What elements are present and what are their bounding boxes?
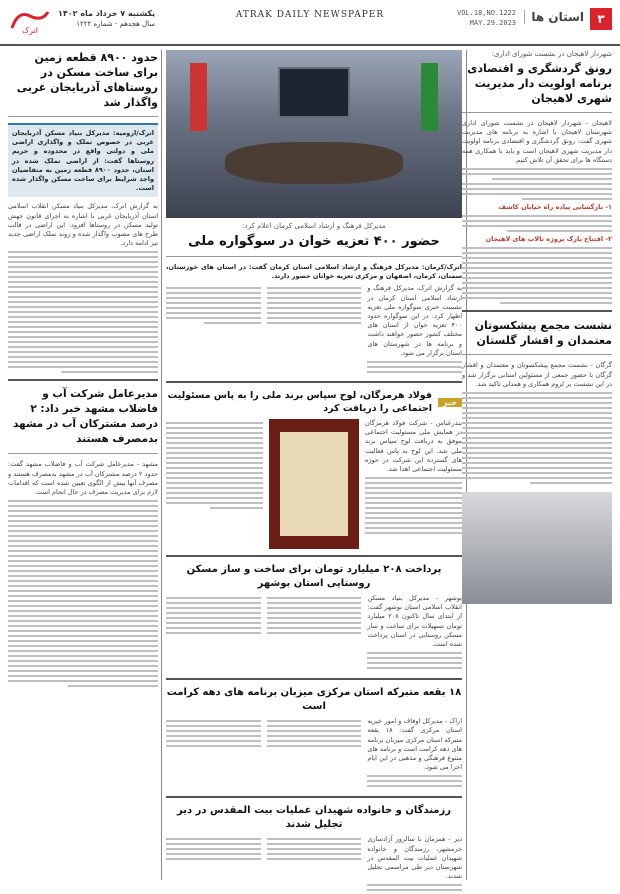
mashhad-headline: مدیرعامل شرکت آب و فاضلاب مشهد خبر داد: ۲ درصد مشترکان آب در مشهد بدمصرف هستند (12, 388, 158, 446)
page-header (0, 0, 620, 46)
taziye-headline: حضور ۴۰۰ تعزیه خوان در سوگواره ملی (188, 234, 440, 249)
middle-column (166, 50, 462, 894)
taziye-kicker: مدیرکل فرهنگ و ارشاد اسلامی کرمان اعلام کرد: (242, 222, 386, 230)
meeting-table (225, 142, 403, 184)
golestan-body: گرگان - نشست مجمع پیشکسوتان و معتمدان و اقشار گرگان با حضور جمعی از مسئولین استانی برگزار شد و در این نشست بر لزوم همکاری و همدلی تاکید شد. (462, 361, 612, 388)
presentation-screen (278, 67, 349, 118)
lahijan-bullet-1: ۱- بازگشایی پیاده راه خیابان کاشف (498, 203, 612, 212)
column-rule-left (161, 50, 162, 880)
certificate-image (269, 419, 359, 549)
meeting-photo (166, 50, 462, 218)
issue-info: سال هجدهم - شماره ۱۲۲۲ (76, 20, 156, 28)
steel-header (166, 389, 462, 415)
steel-headline: فولاد هرمزگان، لوح سپاس برند ملی را به پاس مسئولیت اجتماعی را دریافت کرد (167, 390, 432, 415)
deyr-body-row (166, 835, 462, 894)
azarbaijan-body: به گزارش اترک، مدیرکل بنیاد مسکن انقلاب اسلامی استان آذربایجان غربی با اشاره به اجرای قانون جهش تولید مسکن در روستاها افزود: این اراضی در قالب طرح های مصوب واگذار شده و روند تملک اراضی جدید نیز ادامه دارد. (8, 202, 158, 248)
atrak-logo (8, 6, 52, 36)
deyr-body: دیر - همزمان با سالروز آزادسازی خرمشهر، رزمندگان و خانواده شهیدان عملیات بیت المقدس در شهرستان دیر طی مراسمی تجلیل شدند. (367, 835, 462, 881)
logo-text: اترک (21, 26, 39, 35)
lahijan-bullet-2: ۲- افتتاح پارک پروژه تالاب های لاهیجان (485, 235, 612, 244)
lahijan-kicker: شهردار لاهیجان در نشست شورای اداری: (491, 50, 612, 58)
markazi-body-row (166, 717, 462, 790)
persian-date: یکشنبه ۷ خرداد ماه ۱۴۰۲ (58, 9, 156, 18)
taziye-body-columns (166, 284, 462, 376)
volume-number: VOL.18,NO.1222 (456, 9, 516, 17)
azarbaijan-headline: حدود ۸۹۰۰ قطعه زمین برای ساخت مسکن در روستاهای آذربایجان غربی واگذار شد (16, 51, 158, 109)
deyr-headline: رزمندگان و خانواده شهیدان عملیات بیت المقدس در دیر تجلیل شدند (176, 805, 452, 831)
section-title: استان ها (524, 10, 584, 24)
steel-body: بندرعباس - شرکت فولاد هرمزگان در همایش ملی مسئولیت اجتماعی موفق به دریافت لوح سپاس برند ملی شد. این لوح به پاس فعالیت های گسترده این شرکت در حوزه مسئولیت اجتماعی اهدا شد. (365, 419, 462, 474)
lahijan-text-lines (462, 168, 612, 200)
bushehr-headline: پرداخت ۲۰۸ میلیارد تومان برای ساخت و ساز مسکن روستایی استان بوشهر (186, 564, 442, 590)
portrait-photo (462, 492, 612, 604)
english-date: MAY.29.2023 (469, 19, 516, 27)
lahijan-body: لاهیجان - شهردار لاهیجان در نشست شورای اداری شهرستان لاهیجان با اشاره به برنامه های مدیریت شهری گفت: رونق گردشگری و اقتصادی برنامه اولویت دار مدیریت شهری لاهیجان است و باید با همکاری همه دستگاه ها برای تحقق آن تلاش کنیم. (462, 119, 612, 164)
right-column (462, 50, 612, 604)
steel-body-row (166, 419, 462, 549)
golestan-headline: نشست مجمع پیشکسوتان معتمدان و اقشار گلستان (474, 319, 612, 348)
flag-left (190, 63, 208, 130)
lahijan-headline: رونق گردشگری و اقتصادی برنامه اولویت دار مدیریت شهری لاهیجان (467, 62, 612, 105)
news-tag: خبر (438, 398, 462, 407)
markazi-headline: ۱۸ بقعه متبرکه استان مرکزی میزبان برنامه های دهه کرامت است (166, 687, 462, 713)
markazi-body: اراک - مدیرکل اوقاف و امور خیریه استان مرکزی گفت: ۱۸ بقعه متبرکه استان مرکزی میزبان برنامه های دهه کرامت است و برنامه های متنوع فرهنگی و مذهبی در این ایام اجرا می شود. (367, 717, 462, 772)
bushehr-body-row (166, 594, 462, 672)
flag-right (421, 63, 439, 130)
taziye-lead: اترک/کرمان: مدیرکل فرهنگ و ارشاد اسلامی استان کرمان گفت: در استان های خوزستان، سمنان، کرمان، اصفهان و مرکزی تعزیه خوانان حضور دارند. (166, 263, 462, 281)
left-column (8, 50, 158, 690)
mashhad-body: مشهد - مدیرعامل شرکت آب و فاضلاب مشهد گفت: حدود ۲ درصد مشترکان آب در مشهد بدمصرف هستند و مصرف آنها بیش از الگوی تعیین شده است که اقدامات لازم برای مدیریت مصرف در حال انجام است. (8, 460, 159, 497)
azarbaijan-lead: اترک/ارومیه: مدیرکل بنیاد مسکن آذربایجان غربی در خصوص تملک و واگذاری اراضی ملی و دولتی واقع در محدوده و حریم روستاها گفت: از اراضی تملک شده در استان، حدود ۸۹۰۰ قطعه زمین به متقاضیان واجد شرایط برای ساخت مسکن واگذار شده است. (12, 129, 154, 193)
taziye-body: به گزارش اترک، مدیرکل فرهنگ و ارشاد اسلامی استان کرمان در نشست خبری سوگواره ملی تعزیه اظهار کرد: در این سوگواره حدود ۴۰۰ تعزیه خوان از استان های مختلف کشور حضور خواهند داشت و برنامه ها در شهرستان های استان برگزار می شود. (367, 284, 462, 357)
persian-date-block (58, 9, 155, 29)
paper-name: ATRAK DAILY NEWSPAPER (235, 10, 385, 20)
bushehr-body: بوشهر - مدیرکل بنیاد مسکن انقلاب اسلامی استان بوشهر گفت: از ابتدای سال تاکنون ۲۰۸ میلیارد تومان تسهیلات برای ساخت و ساز مسکن روستایی در استان پرداخت شده است. (367, 594, 462, 649)
page-number: ۳ (590, 8, 612, 30)
azarbaijan-lead-box (8, 123, 158, 197)
